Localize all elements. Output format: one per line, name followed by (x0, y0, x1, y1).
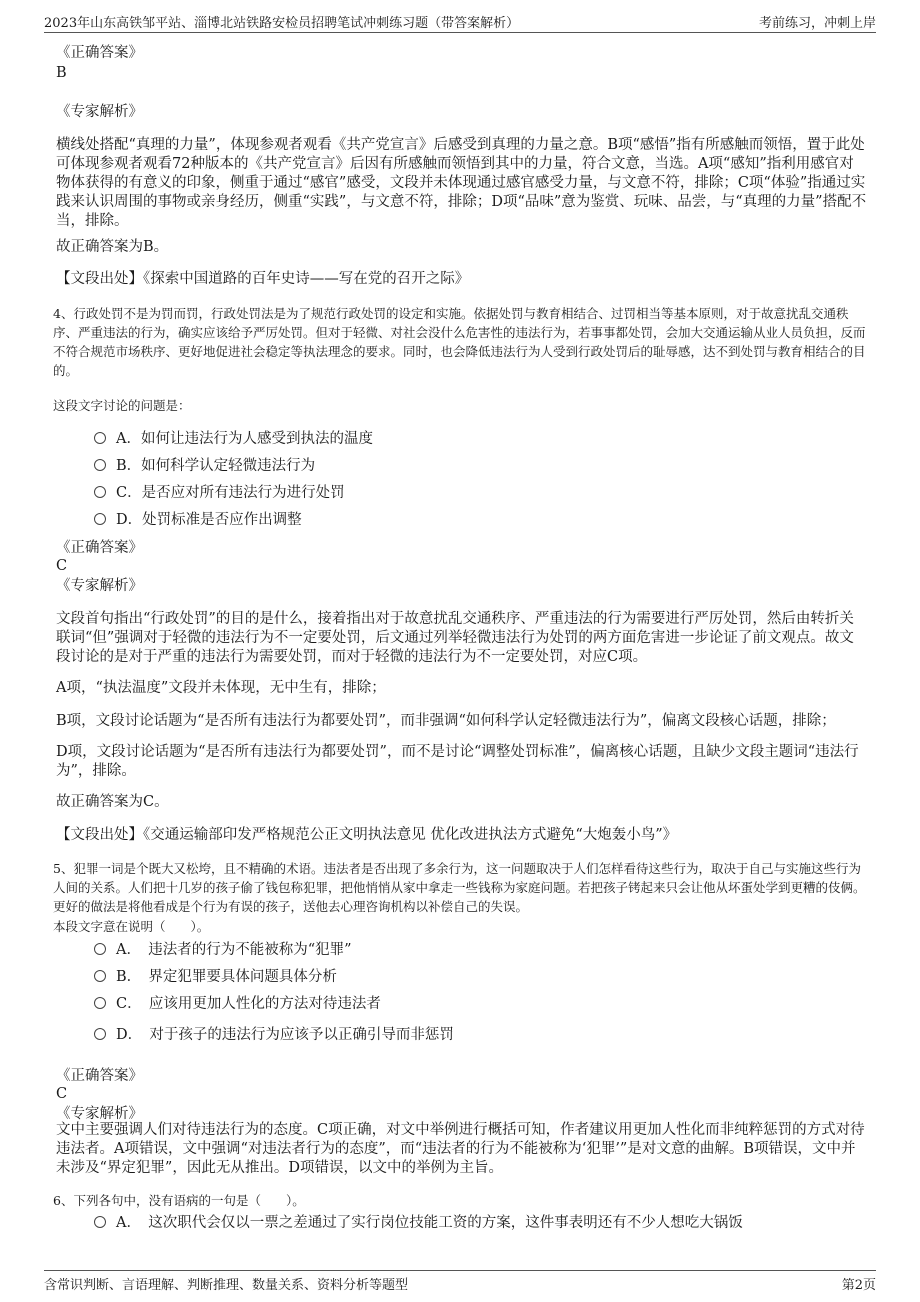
q6-stem: 6、下列各句中，没有语病的一句是（ ）。 (53, 1193, 305, 1208)
q4-analysis-label: 《专家解析》 (56, 578, 143, 594)
q6-option-a[interactable]: A． 这次职代会仅以一票之差通过了实行岗位技能工资的方案，这件事表明还有不少人想吃大锅饭 (94, 1214, 743, 1233)
radio-icon[interactable] (94, 513, 106, 525)
radio-icon[interactable] (94, 486, 106, 498)
q4-stem: 4、行政处罚不是为罚而罚，行政处罚法是为了规范行政处罚的设定和实施。依据处罚与教育相结合、过罚相当等基本原则，对于故意扰乱交通秩序、严重违法的行为，确实应该给予严厉处罚。但对于轻微、对社会没什么危害性的违法行为，若事事都处罚，会加大交通运输从业人员负担，反而不符合规范市场秩序、更好地促进社会稳定等执法理念的要求。同时，也会降低违法行为人受到行政处罚后的耻辱感，达不到处罚与教育相结合的目的。 (53, 306, 866, 378)
q3-analysis-label: 《专家解析》 (56, 104, 143, 120)
q4-analysis: 文段首句指出“行政处罚”的目的是什么，接着指出对于故意扰乱交通秩序、严重违法的行为需要进行严厉处罚，然后由转折关联词“但”强调对于轻微的违法行为不一定要处罚，后文通过列举轻微违法行为处罚的两方面危害进一步论证了前文观点。故文段讨论的是对于严重的违法行为需要处罚，而对于轻微的违法行为不一定要处罚，对应C项。 (56, 611, 854, 665)
q5-option-c[interactable]: C． 应该用更加人性化的方法对待违法者 (94, 995, 381, 1014)
q4-question: 这段文字讨论的问题是： (53, 398, 191, 413)
footer-note: 含常识判断、言语理解、判断推理、数量关系、资料分析等题型 (44, 1278, 409, 1293)
q5-stem: 5、犯罪一词是个既大又松垮，且不精确的术语。违法者是否出现了多余行为，这一问题取决于人们怎样看待这些行为，取决于自己与实施这些行为人间的关系。人们把十几岁的孩子偷了钱包称犯罪，把他悄悄从家中拿走一些钱称为家庭问题。若把孩子铐起来只会让他从坏蛋处学到更糟的伎俩。更好的做法是将他看成是个行为有误的孩子，送他去心理咨询机构以补偿自己的失误。 (53, 861, 866, 914)
q4-source: 【文段出处】《交通运输部印发严格规范公正文明执法意见 优化改进执法方式避免“大炮轰小鸟”》 (56, 827, 678, 843)
q5-question: 本段文字意在说明（ ）。 (53, 919, 210, 934)
q4-answer-label: 《正确答案》 (56, 540, 143, 556)
q3-answer-label: 《正确答案》 (56, 45, 143, 61)
radio-icon[interactable] (94, 1216, 106, 1228)
page-header (44, 10, 876, 33)
radio-icon[interactable] (94, 997, 106, 1009)
q4-option-a[interactable]: A．如何让违法行为人感受到执法的温度 (94, 430, 373, 449)
q5-option-a[interactable]: A． 违法者的行为不能被称为“犯罪” (94, 941, 352, 960)
radio-icon[interactable] (94, 432, 106, 444)
q3-analysis: 横线处搭配“真理的力量”，体现参观者观看《共产党宣言》后感受到真理的力量之意。B项“感悟”指有所感触而领悟，置于此处可体现参观者观看72种版本的《共产党宣言》后因有所感触而领悟到其中的力量，符合文意，当选。A项“感知”指利用感官对物体获得的有意义的印象，侧重于通过“感官”感受，文段并未体现通过感官感受力量，与文意不符，排除；C项“体验”指通过实践来认识周围的事物或亲身经历，侧重“实践”，与文意不符，排除；D项“品味”意为鉴赏、玩味、品尝，与“真理的力量”搭配不当，排除。 (56, 137, 867, 229)
q5-analysis: 文中主要强调人们对待违法行为的态度。C项正确，对文中举例进行概括可知，作者建议用更加人性化而非纯粹惩罚的方式对待违法者。A项错误，文中强调“对违法者行为的态度”，而“违法者的行为不能被称为‘犯罪’”是对文意的曲解。B项错误，文中并未涉及“界定犯罪”，因此无从推出。D项错误，以文中的举例为主旨。 (56, 1122, 865, 1176)
radio-icon[interactable] (94, 1028, 106, 1040)
q3-source: 【文段出处】《探索中国道路的百年史诗——写在党的召开之际》 (56, 271, 470, 287)
q4-option-d[interactable]: D．处罚标准是否应作出调整 (94, 511, 302, 530)
q4-analysis-b: B项，文段讨论话题为“是否所有违法行为都要处罚”，而非强调“如何科学认定轻微违法行为”，偏离文段核心话题，排除； (56, 713, 836, 729)
q5-option-d[interactable]: D． 对于孩子的违法行为应该予以正确引导而非惩罚 (94, 1026, 454, 1045)
q4-analysis-a: A项，“执法温度”文段并未体现，无中生有，排除； (56, 680, 386, 696)
q5-option-b[interactable]: B． 界定犯罪要具体问题具体分析 (94, 968, 337, 987)
q5-answer: C (56, 1086, 68, 1102)
radio-icon[interactable] (94, 970, 106, 982)
q5-analysis-label: 《专家解析》 (56, 1106, 143, 1122)
page-footer (44, 1270, 876, 1293)
q4-option-b[interactable]: B．如何科学认定轻微违法行为 (94, 457, 315, 476)
q4-analysis-d: D项，文段讨论话题为“是否所有违法行为都要处罚”，而不是讨论“调整处罚标准”，偏离核心话题，且缺少文段主题词“违法行为”，排除。 (56, 744, 859, 779)
radio-icon[interactable] (94, 943, 106, 955)
page-number: 第2页 (841, 1278, 876, 1293)
q3-conclusion: 故正确答案为B。 (56, 239, 169, 255)
q4-conclusion: 故正确答案为C。 (56, 794, 169, 810)
q4-option-c[interactable]: C．是否应对所有违法行为进行处罚 (94, 484, 345, 503)
q4-answer: C (56, 558, 68, 574)
q3-answer: B (56, 65, 67, 81)
q5-answer-label: 《正确答案》 (56, 1068, 143, 1084)
header-slogan: 考前练习，冲刺上岸 (758, 16, 876, 31)
header-title: 2023年山东高铁邹平站、淄博北站铁路安检员招聘笔试冲刺练习题（带答案解析） (44, 16, 520, 31)
radio-icon[interactable] (94, 459, 106, 471)
